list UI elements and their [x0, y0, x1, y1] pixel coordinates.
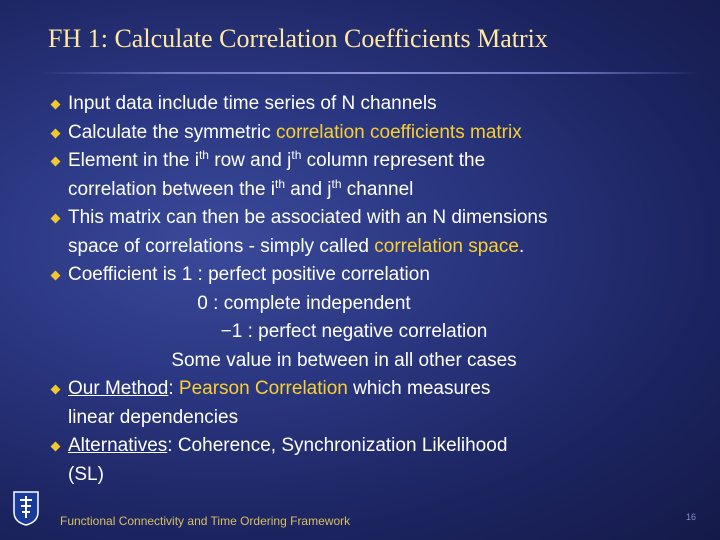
diamond-bullet-icon	[51, 214, 61, 224]
university-logo-icon	[10, 490, 42, 526]
bullet-item	[50, 90, 690, 119]
bullet-text: column represent the	[301, 150, 486, 171]
bullet-text: Element in the i	[68, 150, 199, 171]
superscript: th	[198, 148, 209, 162]
page-number: 16	[686, 512, 697, 522]
highlight-text: Pearson Correlation	[178, 378, 348, 399]
bullet-text: Coefficient is 1 : perfect positive correlation	[68, 264, 430, 285]
bullet-text: channel	[341, 178, 414, 200]
underlined-text: Alternatives	[68, 435, 168, 456]
diamond-bullet-icon	[51, 385, 61, 395]
underlined-text: Our Method	[68, 378, 169, 399]
bullet-text: Input data include time series of N channels	[68, 93, 437, 114]
diamond-bullet-icon	[51, 100, 61, 110]
bullet-text: Calculate the symmetric	[68, 121, 277, 143]
bullet-continuation: (SL)	[68, 463, 104, 485]
bullet-text: which measures	[347, 378, 491, 399]
bullet-item	[50, 204, 690, 261]
coefficient-line: −1 : perfect negative correlation	[220, 321, 488, 342]
bullet-item	[50, 375, 690, 432]
bullet-continuation	[68, 176, 690, 205]
bullet-text: :	[168, 378, 179, 399]
diamond-bullet-icon	[51, 271, 61, 281]
superscript: th	[291, 148, 302, 162]
bullet-item	[50, 432, 690, 489]
slide-title: FH 1: Calculate Correlation Coefficients Matrix	[48, 24, 548, 53]
bullet-continuation: linear dependencies	[68, 406, 239, 428]
diamond-bullet-icon	[51, 128, 61, 138]
bullet-item	[50, 119, 690, 148]
bullet-text: space of correlations - simply called	[68, 235, 375, 257]
bullet-text: and j	[285, 178, 332, 200]
bullet-text: .	[518, 235, 525, 257]
bullet-text: This matrix can then be associated with an N dimensions	[68, 207, 548, 228]
coefficient-line: 0 : complete independent	[197, 292, 411, 314]
title-divider	[40, 72, 700, 74]
bullet-text: row and j	[208, 150, 292, 171]
footer-text: Functional Connectivity and Time Ordering Framework	[60, 514, 351, 528]
highlight-text: correlation coefficients matrix	[276, 121, 522, 143]
coefficient-line: Some value in between in all other cases	[171, 349, 517, 371]
bullet-text: correlation between the i	[68, 178, 276, 200]
bullet-text: : Coherence, Synchronization Likelihood	[167, 435, 508, 456]
highlight-text: correlation space	[374, 235, 519, 257]
bullet-item	[50, 147, 690, 204]
bullet-list	[50, 90, 690, 489]
superscript: th	[331, 176, 342, 191]
superscript: th	[275, 176, 286, 191]
bullet-continuation	[68, 233, 690, 262]
bullet-item	[50, 261, 690, 375]
diamond-bullet-icon	[51, 157, 61, 167]
diamond-bullet-icon	[51, 442, 61, 452]
